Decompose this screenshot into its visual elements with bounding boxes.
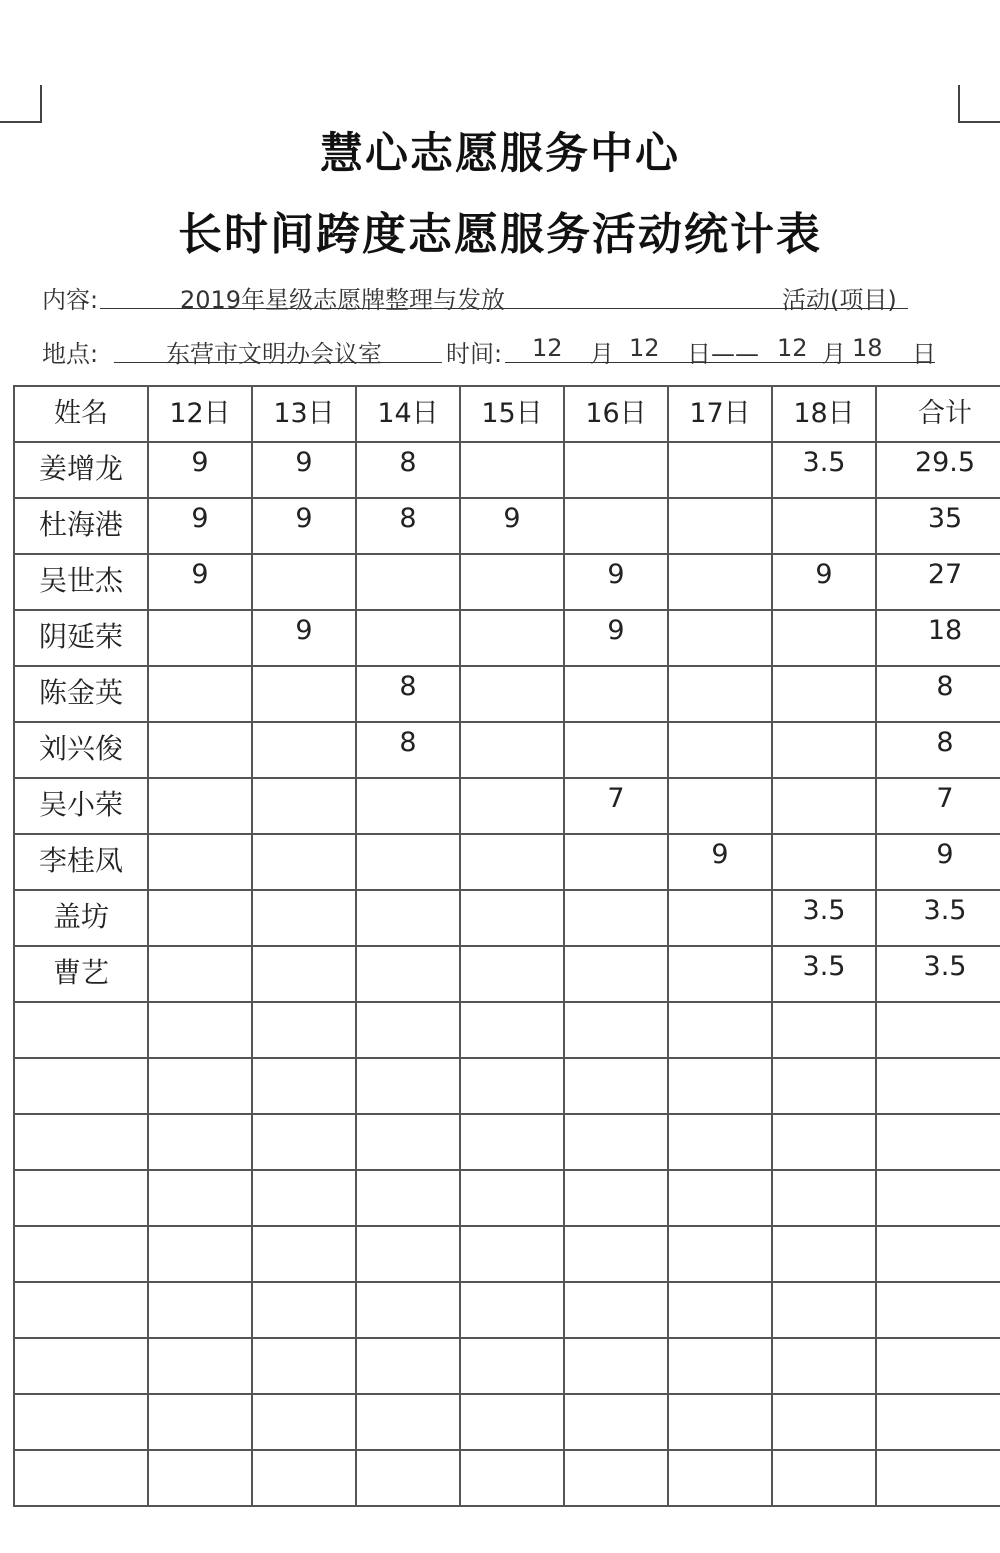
empty-cell bbox=[252, 1058, 356, 1114]
empty-cell bbox=[148, 1002, 252, 1058]
hours-cell bbox=[252, 666, 356, 722]
hours-cell: 9 bbox=[564, 554, 668, 610]
empty-cell bbox=[668, 1394, 772, 1450]
table-row bbox=[14, 554, 1000, 610]
volunteer-name-cell: 曹艺 bbox=[14, 946, 148, 1002]
location-value: 东营市文明办会议室 bbox=[166, 340, 382, 368]
volunteer-name-cell: 吴世杰 bbox=[14, 554, 148, 610]
hours-cell bbox=[356, 778, 460, 834]
hours-cell bbox=[356, 834, 460, 890]
empty-table-row bbox=[14, 1450, 1000, 1506]
empty-cell bbox=[14, 1282, 148, 1338]
empty-cell bbox=[14, 1058, 148, 1114]
volunteer-name-cell: 姜增龙 bbox=[14, 442, 148, 498]
column-header: 合计 bbox=[876, 386, 1000, 442]
hours-cell bbox=[668, 946, 772, 1002]
hours-cell bbox=[460, 554, 564, 610]
hours-cell bbox=[460, 610, 564, 666]
hours-cell bbox=[252, 890, 356, 946]
volunteer-name-cell: 刘兴俊 bbox=[14, 722, 148, 778]
hours-cell bbox=[252, 722, 356, 778]
empty-cell bbox=[668, 1338, 772, 1394]
hours-cell bbox=[668, 554, 772, 610]
table-row bbox=[14, 946, 1000, 1002]
empty-table-row bbox=[14, 1282, 1000, 1338]
hours-cell bbox=[772, 834, 876, 890]
hours-cell bbox=[772, 722, 876, 778]
empty-cell bbox=[460, 1282, 564, 1338]
hours-cell: 3.5 bbox=[772, 442, 876, 498]
hours-cell bbox=[564, 722, 668, 778]
volunteer-name-cell: 陈金英 bbox=[14, 666, 148, 722]
empty-cell bbox=[876, 1114, 1000, 1170]
column-header: 12日 bbox=[148, 386, 252, 442]
empty-cell bbox=[252, 1282, 356, 1338]
hours-cell bbox=[252, 778, 356, 834]
hours-cell: 7 bbox=[564, 778, 668, 834]
hours-cell bbox=[148, 834, 252, 890]
table-row bbox=[14, 498, 1000, 554]
column-header: 18日 bbox=[772, 386, 876, 442]
column-header: 13日 bbox=[252, 386, 356, 442]
column-header: 15日 bbox=[460, 386, 564, 442]
empty-cell bbox=[252, 1450, 356, 1506]
end-month: 12 bbox=[777, 334, 808, 362]
volunteer-name-cell: 盖坊 bbox=[14, 890, 148, 946]
hours-cell bbox=[356, 610, 460, 666]
hours-cell: 8 bbox=[356, 442, 460, 498]
hours-cell bbox=[460, 834, 564, 890]
content-value: 2019年星级志愿牌整理与发放 bbox=[180, 286, 506, 314]
hours-cell bbox=[668, 442, 772, 498]
end-month-char: 月 bbox=[822, 340, 846, 368]
empty-cell bbox=[460, 1058, 564, 1114]
content-suffix: 活动(项目) bbox=[782, 286, 897, 314]
empty-cell bbox=[668, 1114, 772, 1170]
empty-table-row bbox=[14, 1002, 1000, 1058]
hours-cell bbox=[772, 610, 876, 666]
empty-cell bbox=[772, 1058, 876, 1114]
end-day: 18 bbox=[852, 334, 883, 362]
empty-cell bbox=[876, 1338, 1000, 1394]
empty-cell bbox=[148, 1058, 252, 1114]
empty-cell bbox=[14, 1226, 148, 1282]
empty-cell bbox=[772, 1002, 876, 1058]
hours-cell bbox=[668, 666, 772, 722]
total-cell: 9 bbox=[876, 834, 1000, 890]
end-day-char: 日 bbox=[912, 340, 936, 368]
hours-cell bbox=[460, 890, 564, 946]
empty-cell bbox=[668, 1282, 772, 1338]
hours-cell bbox=[564, 890, 668, 946]
empty-cell bbox=[460, 1170, 564, 1226]
hours-cell bbox=[460, 442, 564, 498]
document-subtitle: 长时间跨度志愿服务活动统计表 bbox=[178, 209, 822, 260]
hours-cell bbox=[564, 666, 668, 722]
hours-cell bbox=[564, 498, 668, 554]
start-month: 12 bbox=[532, 334, 563, 362]
empty-cell bbox=[148, 1170, 252, 1226]
empty-cell bbox=[772, 1282, 876, 1338]
hours-cell bbox=[460, 778, 564, 834]
table-row bbox=[14, 890, 1000, 946]
empty-cell bbox=[876, 1394, 1000, 1450]
empty-cell bbox=[460, 1002, 564, 1058]
empty-cell bbox=[252, 1338, 356, 1394]
empty-cell bbox=[876, 1450, 1000, 1506]
hours-cell bbox=[356, 890, 460, 946]
total-cell: 27 bbox=[876, 554, 1000, 610]
empty-cell bbox=[668, 1170, 772, 1226]
total-cell: 29.5 bbox=[876, 442, 1000, 498]
empty-cell bbox=[148, 1450, 252, 1506]
empty-table-row bbox=[14, 1114, 1000, 1170]
empty-cell bbox=[668, 1002, 772, 1058]
empty-cell bbox=[460, 1226, 564, 1282]
hours-cell bbox=[772, 498, 876, 554]
empty-cell bbox=[356, 1394, 460, 1450]
hours-cell: 9 bbox=[564, 610, 668, 666]
table-row bbox=[14, 722, 1000, 778]
empty-cell bbox=[876, 1282, 1000, 1338]
volunteer-name-cell: 李桂凤 bbox=[14, 834, 148, 890]
empty-cell bbox=[14, 1114, 148, 1170]
empty-cell bbox=[564, 1002, 668, 1058]
page-corner-top-right bbox=[958, 85, 1000, 123]
start-day: 12 bbox=[629, 334, 660, 362]
column-header: 姓名 bbox=[14, 386, 148, 442]
total-cell: 3.5 bbox=[876, 946, 1000, 1002]
empty-cell bbox=[876, 1058, 1000, 1114]
empty-cell bbox=[356, 1170, 460, 1226]
empty-table-row bbox=[14, 1226, 1000, 1282]
empty-cell bbox=[148, 1282, 252, 1338]
column-header: 17日 bbox=[668, 386, 772, 442]
empty-cell bbox=[252, 1394, 356, 1450]
hours-cell: 3.5 bbox=[772, 890, 876, 946]
empty-table-row bbox=[14, 1058, 1000, 1114]
hours-cell bbox=[772, 666, 876, 722]
hours-cell: 8 bbox=[356, 666, 460, 722]
empty-cell bbox=[252, 1226, 356, 1282]
empty-cell bbox=[668, 1450, 772, 1506]
hours-cell bbox=[668, 610, 772, 666]
hours-cell bbox=[252, 554, 356, 610]
empty-cell bbox=[772, 1450, 876, 1506]
empty-cell bbox=[772, 1114, 876, 1170]
hours-cell: 9 bbox=[148, 498, 252, 554]
hours-cell bbox=[148, 778, 252, 834]
hours-cell bbox=[252, 946, 356, 1002]
hours-cell bbox=[460, 722, 564, 778]
volunteer-name-cell: 吴小荣 bbox=[14, 778, 148, 834]
empty-cell bbox=[148, 1338, 252, 1394]
empty-cell bbox=[564, 1282, 668, 1338]
empty-cell bbox=[668, 1226, 772, 1282]
total-cell: 3.5 bbox=[876, 890, 1000, 946]
volunteer-name-cell: 阴延荣 bbox=[14, 610, 148, 666]
hours-cell bbox=[148, 722, 252, 778]
hours-cell bbox=[460, 666, 564, 722]
empty-cell bbox=[564, 1394, 668, 1450]
empty-cell bbox=[460, 1338, 564, 1394]
empty-cell bbox=[876, 1226, 1000, 1282]
table-row bbox=[14, 778, 1000, 834]
column-header: 16日 bbox=[564, 386, 668, 442]
empty-cell bbox=[252, 1170, 356, 1226]
table-row bbox=[14, 610, 1000, 666]
total-cell: 8 bbox=[876, 722, 1000, 778]
hours-cell: 9 bbox=[460, 498, 564, 554]
empty-cell bbox=[564, 1058, 668, 1114]
hours-cell: 9 bbox=[148, 554, 252, 610]
empty-cell bbox=[148, 1114, 252, 1170]
hours-cell: 9 bbox=[252, 610, 356, 666]
table-row bbox=[14, 442, 1000, 498]
document-title: 慧心志愿服务中心 bbox=[320, 129, 680, 179]
empty-cell bbox=[14, 1450, 148, 1506]
hours-cell: 9 bbox=[668, 834, 772, 890]
empty-cell bbox=[460, 1394, 564, 1450]
hours-cell bbox=[460, 946, 564, 1002]
column-header: 14日 bbox=[356, 386, 460, 442]
hours-cell bbox=[148, 890, 252, 946]
hours-cell bbox=[772, 778, 876, 834]
empty-cell bbox=[876, 1002, 1000, 1058]
hours-cell: 3.5 bbox=[772, 946, 876, 1002]
hours-cell bbox=[564, 946, 668, 1002]
hours-cell: 9 bbox=[252, 498, 356, 554]
hours-cell: 8 bbox=[356, 498, 460, 554]
empty-cell bbox=[564, 1450, 668, 1506]
empty-cell bbox=[356, 1114, 460, 1170]
empty-cell bbox=[460, 1450, 564, 1506]
empty-cell bbox=[252, 1002, 356, 1058]
hours-cell: 9 bbox=[252, 442, 356, 498]
table-header-row bbox=[14, 386, 1000, 442]
empty-cell bbox=[772, 1226, 876, 1282]
location-label: 地点: bbox=[42, 340, 99, 368]
empty-cell bbox=[14, 1338, 148, 1394]
empty-cell bbox=[252, 1114, 356, 1170]
empty-cell bbox=[564, 1170, 668, 1226]
empty-cell bbox=[772, 1338, 876, 1394]
empty-cell bbox=[564, 1338, 668, 1394]
empty-cell bbox=[14, 1170, 148, 1226]
total-cell: 7 bbox=[876, 778, 1000, 834]
hours-cell: 9 bbox=[772, 554, 876, 610]
hours-cell bbox=[668, 498, 772, 554]
hours-cell bbox=[668, 722, 772, 778]
empty-cell bbox=[356, 1226, 460, 1282]
hours-cell bbox=[564, 834, 668, 890]
empty-cell bbox=[460, 1114, 564, 1170]
table-row bbox=[14, 834, 1000, 890]
total-cell: 18 bbox=[876, 610, 1000, 666]
time-label: 时间: bbox=[446, 340, 503, 368]
hours-cell bbox=[668, 778, 772, 834]
empty-table-row bbox=[14, 1394, 1000, 1450]
empty-cell bbox=[668, 1058, 772, 1114]
empty-cell bbox=[356, 1450, 460, 1506]
hours-cell: 9 bbox=[148, 442, 252, 498]
content-label: 内容: bbox=[42, 286, 99, 314]
hours-cell bbox=[356, 554, 460, 610]
empty-table-row bbox=[14, 1170, 1000, 1226]
volunteer-name-cell: 杜海港 bbox=[14, 498, 148, 554]
empty-cell bbox=[14, 1002, 148, 1058]
hours-cell bbox=[668, 890, 772, 946]
empty-cell bbox=[148, 1394, 252, 1450]
empty-cell bbox=[876, 1170, 1000, 1226]
table-row bbox=[14, 666, 1000, 722]
empty-cell bbox=[772, 1394, 876, 1450]
empty-cell bbox=[356, 1338, 460, 1394]
start-day-char: 日—— bbox=[687, 340, 759, 368]
hours-cell bbox=[564, 442, 668, 498]
page-corner-top-left bbox=[0, 85, 42, 123]
hours-cell: 8 bbox=[356, 722, 460, 778]
start-month-char: 月 bbox=[590, 340, 614, 368]
empty-cell bbox=[564, 1226, 668, 1282]
hours-cell bbox=[252, 834, 356, 890]
empty-cell bbox=[148, 1226, 252, 1282]
empty-cell bbox=[356, 1002, 460, 1058]
volunteer-hours-table bbox=[13, 385, 1000, 1507]
empty-cell bbox=[356, 1282, 460, 1338]
hours-cell bbox=[356, 946, 460, 1002]
hours-cell bbox=[148, 666, 252, 722]
total-cell: 8 bbox=[876, 666, 1000, 722]
empty-table-row bbox=[14, 1338, 1000, 1394]
empty-cell bbox=[564, 1114, 668, 1170]
hours-cell bbox=[148, 946, 252, 1002]
empty-cell bbox=[772, 1170, 876, 1226]
empty-cell bbox=[14, 1394, 148, 1450]
total-cell: 35 bbox=[876, 498, 1000, 554]
empty-cell bbox=[356, 1058, 460, 1114]
hours-cell bbox=[148, 610, 252, 666]
